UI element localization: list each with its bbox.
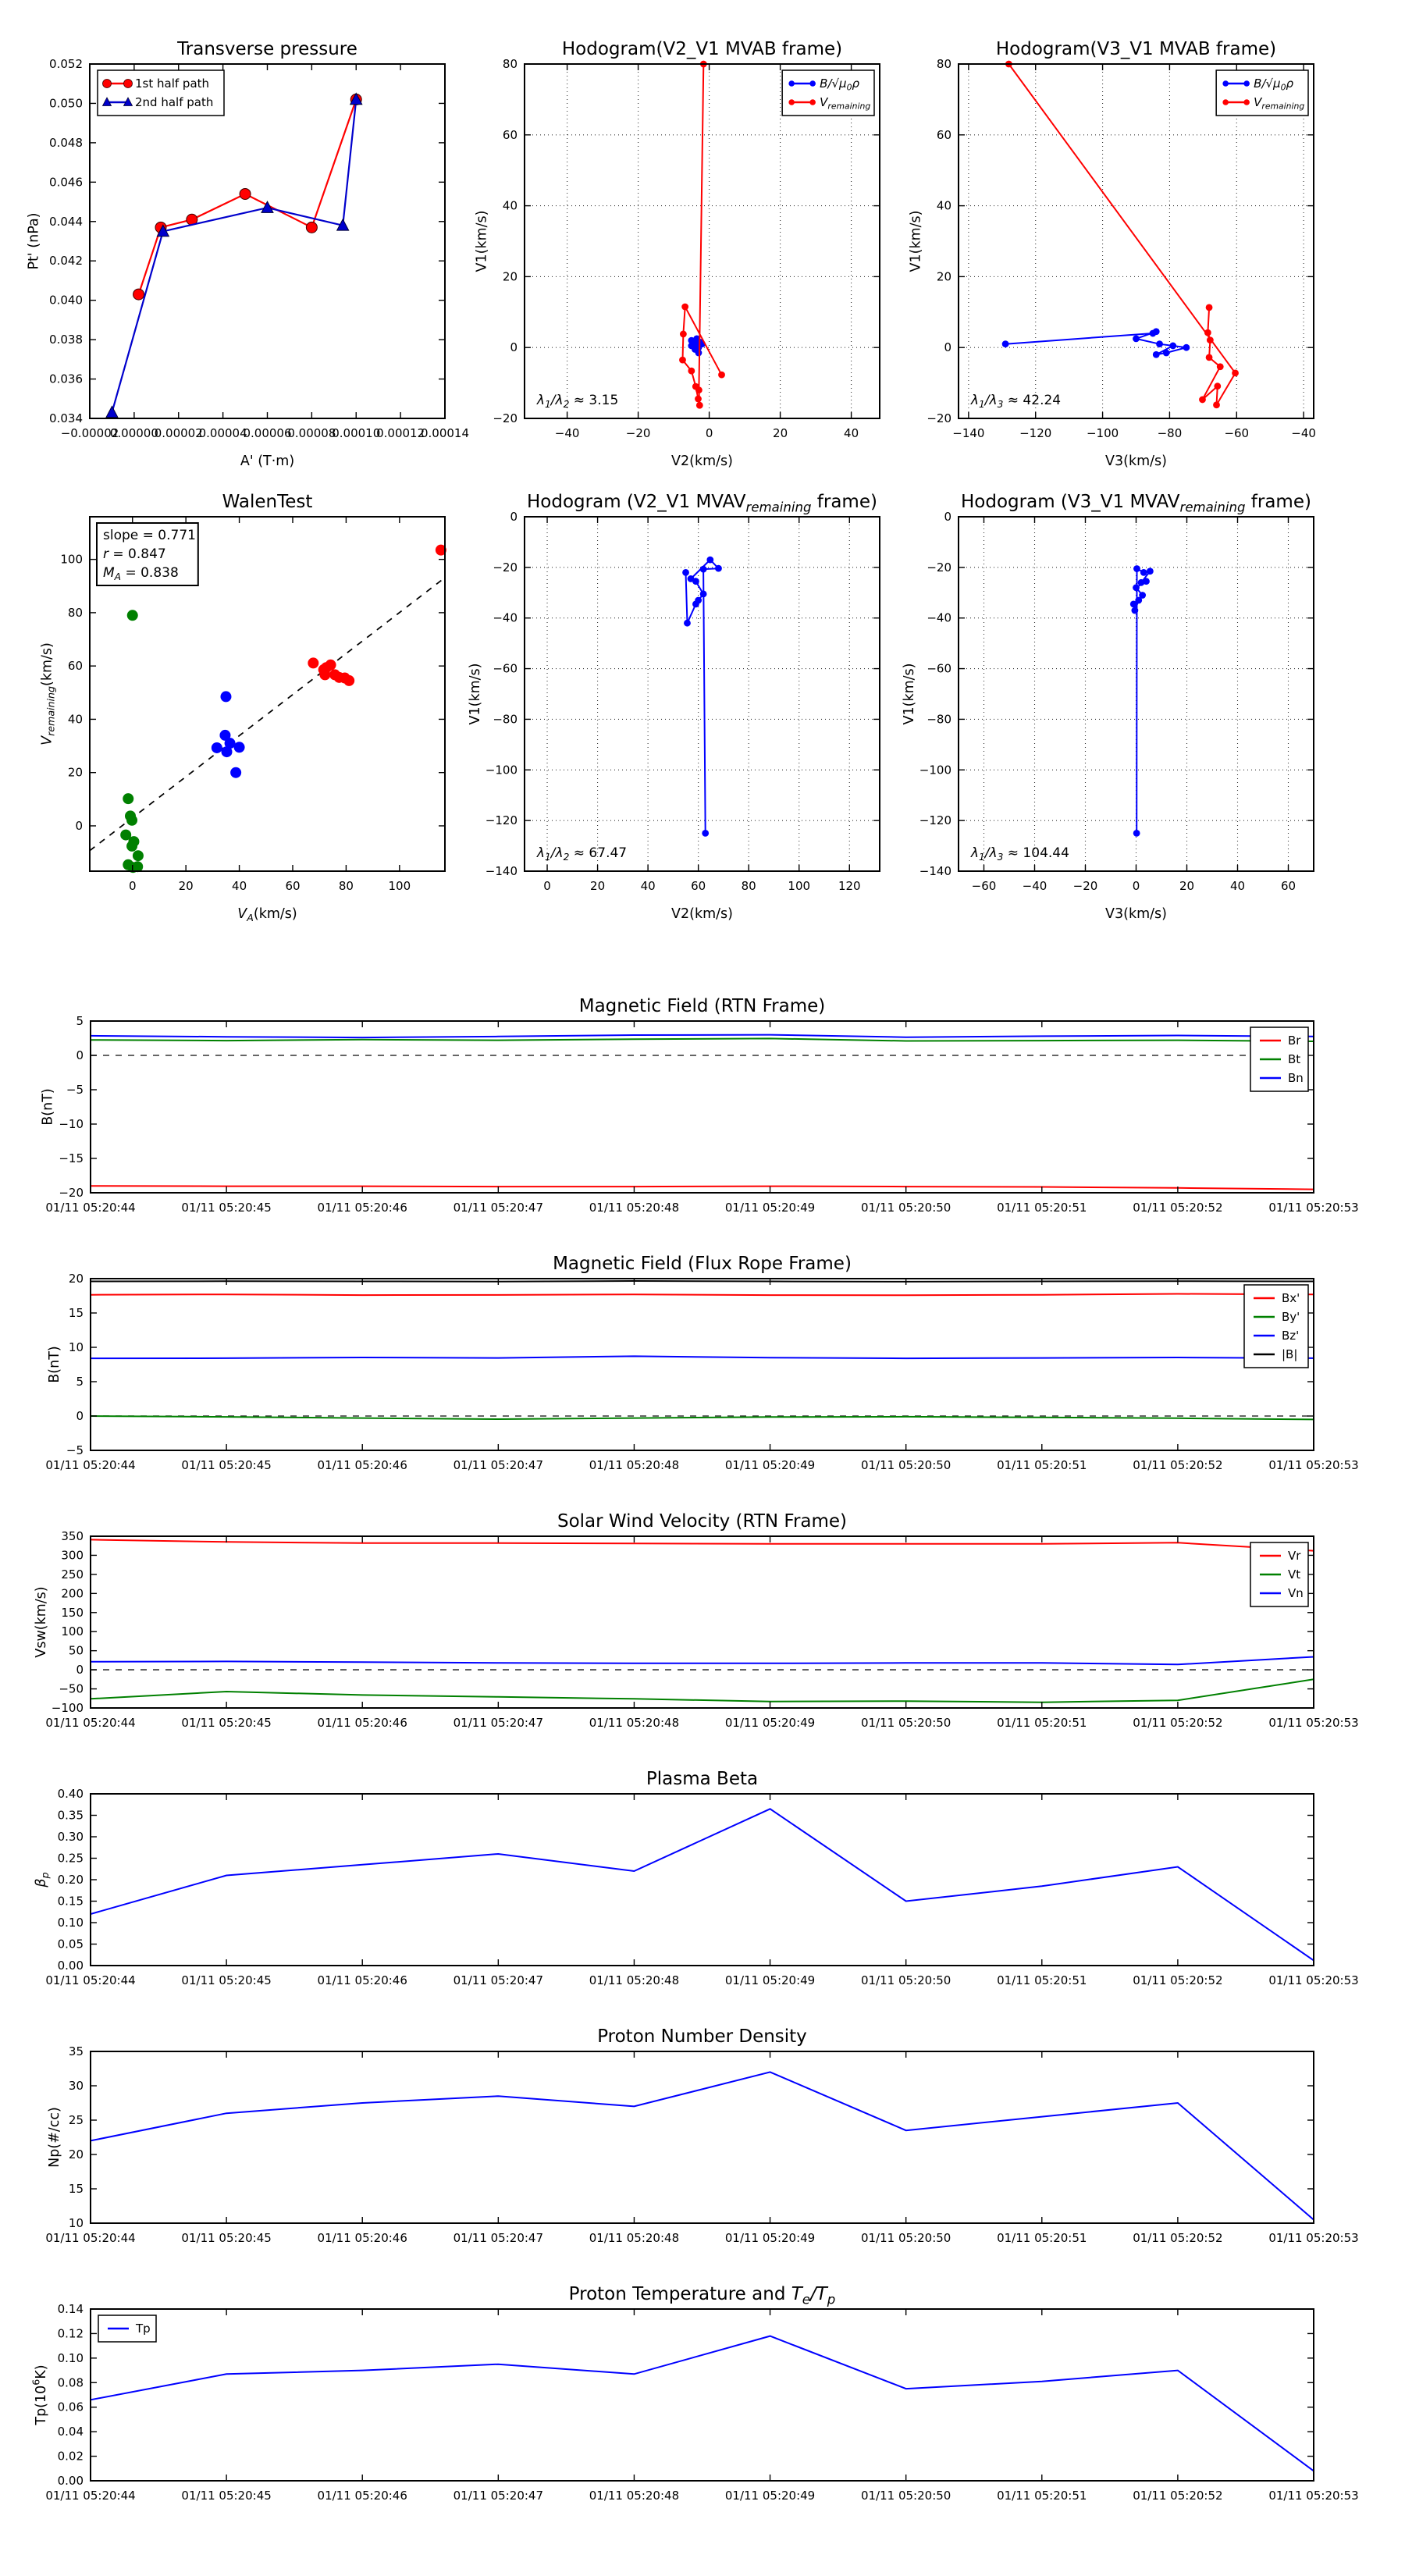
markers-V-hodogram [682,557,722,837]
chart-v [34,1511,1359,1730]
x-tick-label: 01/11 05:20:50 [860,1201,951,1215]
legend [1216,70,1308,116]
stats-line: $M_A = 0.838$ [103,565,179,583]
x-tick-label: 0.00010 [332,426,381,440]
legend-label: Tp [136,2322,151,2336]
x-axis-label: V3(km/s) [1105,906,1167,922]
annotation: $\lambda_1/\lambda_2 \approx 67.47$ [536,845,628,863]
x-axis-label: A' (T·m) [240,454,295,469]
y-tick-label: −120 [919,813,951,828]
x-tick-label: 01/11 05:20:53 [1268,1716,1359,1730]
series-V-remaining [1008,64,1235,405]
stats-line: slope = 0.771 [103,528,196,543]
markers-V-remaining [1005,61,1239,409]
chart-title: Proton Number Density [597,2026,807,2047]
chart-h3 [909,39,1316,469]
chart-title: Transverse pressure [177,39,357,59]
x-tick-label: 100 [788,879,811,893]
chart-np [45,2026,1358,2245]
x-tick-label: 40 [1229,879,1246,893]
legend-label: By' [1282,1310,1300,1324]
y-tick-label: 0.048 [49,135,83,150]
y-tick-label: −140 [485,864,518,878]
x-tick-label: 60 [1280,879,1297,893]
y-axis-label: Np(#/cc) [47,2107,62,2168]
x-tick-label: 20 [590,879,606,893]
y-tick-label: 20 [67,765,83,780]
y-tick-label: 10 [68,2216,84,2230]
x-tick-label: 01/11 05:20:48 [589,1973,680,1987]
annotation: $\lambda_1/\lambda_3 \approx 104.44$ [970,845,1069,863]
x-tick-label: 01/11 05:20:48 [589,1716,680,1730]
y-tick-label: 0.40 [57,1787,84,1801]
y-tick-label: −20 [927,411,951,425]
y-tick-label: 0.00 [57,2474,84,2488]
legend-label: |B| [1282,1347,1298,1361]
markers-2nd-half-path [106,93,362,417]
x-tick-label: 01/11 05:20:52 [1133,2489,1223,2503]
y-tick-label: 40 [67,712,83,727]
y-tick-label: 60 [67,659,83,674]
chart-title: Plasma Beta [646,1769,759,1789]
y-tick-label: 0 [944,510,951,524]
x-tick-label: 01/11 05:20:53 [1268,2231,1359,2245]
axes-box [959,64,1314,418]
x-tick-label: 01/11 05:20:44 [45,1458,136,1472]
x-axis-label: $V_A(km/s)$ [237,906,297,924]
y-tick-label: 0.15 [57,1894,84,1909]
y-tick-label: −20 [493,411,518,425]
y-tick-label: −40 [493,610,518,625]
series-2nd-half-path [112,99,356,412]
x-tick-label: 01/11 05:20:49 [724,1716,816,1730]
x-tick-label: 01/11 05:20:53 [1268,1458,1359,1472]
x-tick-label: −140 [952,426,985,440]
y-tick-label: −15 [59,1151,84,1165]
legend-label: $V_{remaining}$ [820,95,871,112]
legend-label: 1st half path [135,76,210,91]
legend [1250,1027,1308,1091]
y-tick-label: −60 [493,661,518,676]
y-tick-label: −50 [59,1681,84,1696]
x-tick-label: 01/11 05:20:50 [860,1973,951,1987]
legend-label: Br [1288,1034,1301,1048]
x-tick-label: 01/11 05:20:52 [1133,1973,1223,1987]
legend [782,70,874,116]
y-tick-label: 0 [76,1663,84,1678]
chart-title: Proton Temperature and $T_e/T_p$ [568,2284,836,2307]
y-tick-label: 5 [76,1375,84,1389]
x-tick-label: 0.00000 [109,426,158,440]
y-tick-label: 100 [60,552,83,567]
series-Bt [91,1038,1314,1041]
chart-title: Solar Wind Velocity (RTN Frame) [557,1511,848,1532]
y-tick-label: −100 [919,763,951,777]
x-tick-label: 60 [691,879,706,893]
y-axis-label: Vsw(km/s) [34,1586,49,1658]
legend [98,70,224,116]
y-tick-label: 0.050 [49,96,83,111]
x-tick-label: 01/11 05:20:44 [45,2489,136,2503]
chart-b1 [41,996,1359,1215]
y-tick-label: 20 [936,269,951,284]
chart-title: WalenTest [222,492,313,512]
series-fit-line [90,580,443,851]
x-tick-label: 01/11 05:20:53 [1268,2489,1359,2503]
stats-line: r = 0.847 [103,546,166,562]
y-tick-label: −80 [493,712,518,727]
y-tick-label: 0.35 [57,1808,84,1823]
series-beta-p [91,1809,1314,1960]
y-tick-label: −20 [493,560,518,575]
y-tick-label: 350 [61,1529,84,1543]
x-tick-label: 01/11 05:20:49 [724,1201,816,1215]
x-tick-label: 01/11 05:20:47 [453,1716,544,1730]
stats-box [97,523,198,585]
x-tick-label: 01/11 05:20:51 [997,2489,1087,2503]
axes-box [91,1021,1314,1193]
y-tick-label: −60 [927,661,951,676]
x-tick-label: −40 [554,426,580,440]
y-tick-label: 20 [68,1272,84,1286]
x-tick-label: 0.00002 [154,426,203,440]
axes-box [91,2051,1314,2223]
x-tick-label: 01/11 05:20:45 [181,1201,272,1215]
x-tick-label: 01/11 05:20:50 [860,1716,951,1730]
x-tick-label: 100 [388,879,411,893]
y-tick-label: −10 [59,1117,84,1131]
chart-title: Magnetic Field (RTN Frame) [578,996,826,1016]
x-tick-label: 01/11 05:20:46 [317,2489,407,2503]
x-tick-label: −20 [625,426,651,440]
legend-label: 2nd half path [135,95,214,109]
y-tick-label: 0.30 [57,1830,84,1844]
x-tick-label: 01/11 05:20:47 [453,2231,544,2245]
y-tick-label: 5 [76,1014,84,1028]
annotation: $\lambda_1/\lambda_3 \approx 42.24$ [970,393,1062,411]
x-tick-label: 120 [838,879,861,893]
x-tick-label: 40 [640,879,656,893]
series-Vt [91,1679,1314,1702]
y-tick-label: 25 [68,2113,84,2127]
y-tick-label: −100 [485,763,518,777]
y-tick-label: 0.14 [57,2302,84,2316]
x-tick-label: 20 [773,426,788,440]
series-Vr [91,1539,1314,1550]
x-tick-label: 01/11 05:20:44 [45,1201,136,1215]
markers-1st-half-path [133,94,362,300]
chart-title: Magnetic Field (Flux Rope Frame) [553,1254,852,1274]
axes-box [91,1279,1314,1450]
x-tick-label: 01/11 05:20:49 [724,2231,816,2245]
x-tick-label: 01/11 05:20:48 [589,2231,680,2245]
x-tick-label: 80 [338,879,354,893]
x-tick-label: 0.00006 [243,426,292,440]
y-tick-label: 0 [510,510,518,524]
y-tick-label: 0.040 [49,293,83,308]
chart-wt [40,492,446,923]
series-Bx-prime [91,1294,1314,1296]
y-axis-label: $Tp(10^6K)$ [30,2364,49,2425]
y-tick-label: 150 [61,1605,84,1620]
y-tick-label: 0.06 [57,2400,84,2414]
x-tick-label: 0.00014 [420,426,470,440]
x-tick-label: 0.00004 [198,426,247,440]
y-tick-label: 60 [502,127,518,142]
x-tick-label: 01/11 05:20:50 [860,2231,951,2245]
y-tick-label: −5 [66,1083,84,1097]
x-tick-label: 01/11 05:20:51 [997,1201,1087,1215]
y-tick-label: 80 [67,605,83,620]
y-axis-label: V1(km/s) [468,663,483,725]
legend-label: Vr [1288,1549,1301,1563]
x-tick-label: −60 [971,879,997,893]
x-tick-label: 01/11 05:20:48 [589,1201,680,1215]
x-tick-label: 20 [178,879,194,893]
markers-scatter-green [120,610,144,873]
annotation: $\lambda_1/\lambda_2 \approx 3.15$ [536,393,619,411]
y-tick-label: 0.08 [57,2375,84,2390]
y-tick-label: 0 [510,340,518,355]
x-tick-label: 0 [705,426,713,440]
legend-label: Vt [1288,1567,1301,1582]
x-axis-label: V3(km/s) [1105,454,1167,469]
y-axis-label: $V_{remaining}(km/s)$ [39,642,57,745]
y-tick-label: 0.036 [49,372,83,386]
series-V-remaining [683,64,722,405]
series-Br [91,1186,1314,1189]
x-tick-label: 01/11 05:20:52 [1133,1201,1223,1215]
x-tick-label: 01/11 05:20:50 [860,1458,951,1472]
y-axis-label: V1(km/s) [902,663,917,725]
chart-title: Hodogram (V2_V1 $MVAV_{remaining}$ frame) [527,492,877,515]
x-tick-label: 01/11 05:20:45 [181,1973,272,1987]
y-tick-label: 0.046 [49,175,83,190]
series-Tp [91,2336,1314,2471]
y-tick-label: 20 [68,2147,84,2161]
x-tick-label: 40 [844,426,859,440]
y-tick-label: 0 [944,340,951,355]
x-tick-label: 01/11 05:20:52 [1133,1458,1223,1472]
x-tick-label: 01/11 05:20:51 [997,1458,1087,1472]
y-axis-label: $\beta_p$ [34,1872,52,1888]
legend [1244,1285,1308,1368]
y-tick-label: 20 [502,269,518,284]
x-tick-label: 01/11 05:20:47 [453,1458,544,1472]
y-tick-label: −20 [927,560,951,575]
y-tick-label: 0.10 [57,2350,84,2365]
legend-label: $B/√\mu_0\rho$ [820,76,860,93]
x-tick-label: 60 [285,879,301,893]
x-tick-label: 01/11 05:20:46 [317,2231,407,2245]
x-tick-label: 01/11 05:20:46 [317,1201,407,1215]
x-tick-label: 20 [1179,879,1195,893]
x-tick-label: 01/11 05:20:45 [181,1716,272,1730]
y-tick-label: 60 [936,127,951,142]
x-tick-label: 01/11 05:20:45 [181,1458,272,1472]
chart-beta [34,1769,1359,1987]
series-Np [91,2072,1314,2219]
y-tick-label: 15 [68,1306,84,1320]
legend-label: Bz' [1282,1329,1300,1343]
legend [1250,1542,1308,1606]
x-tick-label: 01/11 05:20:52 [1133,2231,1223,2245]
x-tick-label: 80 [741,879,756,893]
chart-h5 [468,492,880,922]
series-B-mag [91,1281,1314,1282]
axes-box [90,64,445,418]
y-tick-label: 0.044 [49,214,83,229]
legend [98,2315,156,2342]
y-tick-label: 0.042 [49,254,83,269]
x-tick-label: −40 [1291,426,1316,440]
x-tick-label: 01/11 05:20:52 [1133,1716,1223,1730]
chart-t [30,2284,1359,2503]
x-tick-label: 0.00012 [376,426,425,440]
x-axis-label: V2(km/s) [671,454,733,469]
x-tick-label: 01/11 05:20:51 [997,2231,1087,2245]
series-V-hodogram [686,560,719,833]
y-tick-label: −100 [51,1701,84,1715]
x-tick-label: 01/11 05:20:44 [45,1716,136,1730]
y-axis-label: Pt' (nPa) [26,212,42,270]
y-tick-label: 40 [936,198,951,213]
y-tick-label: 50 [68,1643,84,1658]
y-axis-label: B(nT) [40,1088,56,1126]
x-tick-label: 0 [128,879,137,893]
axes-box [91,1536,1314,1708]
x-tick-label: 0.00008 [287,426,336,440]
y-tick-label: 200 [61,1586,84,1601]
x-tick-label: 01/11 05:20:44 [45,2231,136,2245]
x-tick-label: 01/11 05:20:49 [724,2489,816,2503]
legend-label: Bn [1288,1071,1304,1085]
y-axis-label: V1(km/s) [908,210,924,272]
y-tick-label: 0.00 [57,1959,84,1973]
chart-title: Hodogram(V3_V1 MVAB frame) [995,39,1277,59]
chart-title: Hodogram(V2_V1 MVAB frame) [561,39,843,59]
y-tick-label: 0 [76,1409,84,1423]
x-tick-label: 01/11 05:20:53 [1268,1973,1359,1987]
legend-label: Vn [1288,1586,1304,1600]
y-axis-label: V1(km/s) [474,210,490,272]
x-tick-label: 01/11 05:20:53 [1268,1201,1359,1215]
x-tick-label: −60 [1224,426,1250,440]
y-tick-label: 35 [68,2044,84,2058]
y-tick-label: −120 [485,813,518,828]
x-tick-label: −0.00002 [60,426,119,440]
x-tick-label: 01/11 05:20:49 [724,1458,816,1472]
x-tick-label: 0 [543,879,551,893]
x-tick-label: 01/11 05:20:48 [589,2489,680,2503]
x-tick-label: 01/11 05:20:46 [317,1716,407,1730]
x-tick-label: 01/11 05:20:47 [453,1973,544,1987]
y-tick-label: 80 [502,57,518,71]
x-axis-label: V2(km/s) [671,906,733,922]
y-tick-label: 40 [502,198,518,213]
y-tick-label: 0.038 [49,333,83,347]
x-tick-label: 01/11 05:20:50 [860,2489,951,2503]
x-tick-label: 0 [1132,879,1140,893]
x-tick-label: 01/11 05:20:51 [997,1973,1087,1987]
y-tick-label: 0 [76,1048,84,1062]
series-Bn [91,1035,1314,1038]
x-tick-label: −100 [1086,426,1119,440]
y-tick-label: 0.20 [57,1873,84,1887]
series-Vn [91,1657,1314,1665]
y-tick-label: −5 [66,1443,84,1457]
x-tick-label: 01/11 05:20:45 [181,2231,272,2245]
y-tick-label: −140 [919,864,951,878]
y-tick-label: 80 [936,57,951,71]
axes-box [91,2309,1314,2481]
y-tick-label: −80 [927,712,951,727]
y-tick-label: 0.25 [57,1851,84,1866]
y-tick-label: 0.02 [57,2449,84,2464]
y-tick-label: 30 [68,2079,84,2093]
y-tick-label: 0.05 [57,1937,84,1952]
x-tick-label: −120 [1019,426,1052,440]
x-tick-label: 01/11 05:20:45 [181,2489,272,2503]
x-tick-label: 01/11 05:20:48 [589,1458,680,1472]
chart-title: Hodogram (V3_V1 $MVAV_{remaining}$ frame) [961,492,1311,515]
x-tick-label: 01/11 05:20:46 [317,1973,407,1987]
y-tick-label: 300 [61,1548,84,1563]
chart-tp [27,39,470,469]
x-tick-label: 01/11 05:20:44 [45,1973,136,1987]
x-tick-label: 01/11 05:20:51 [997,1716,1087,1730]
y-tick-label: 0.10 [57,1916,84,1930]
y-tick-label: 10 [68,1340,84,1354]
x-tick-label: −40 [1022,879,1048,893]
series-Bz-prime [91,1356,1314,1358]
y-tick-label: 0.12 [57,2326,84,2341]
x-tick-label: −20 [1072,879,1098,893]
y-tick-label: 100 [61,1624,84,1639]
x-tick-label: 01/11 05:20:47 [453,2489,544,2503]
y-tick-label: 0.052 [49,57,83,71]
y-tick-label: −20 [59,1186,84,1200]
markers-V-hodogram [1130,565,1154,837]
y-tick-label: 250 [61,1567,84,1582]
y-axis-label: B(nT) [47,1346,62,1383]
chart-h2 [475,39,880,469]
legend-label: $B/√\mu_0\rho$ [1254,76,1294,93]
y-tick-label: 15 [68,2182,84,2196]
axes-box [91,1794,1314,1966]
legend-label: Bt [1288,1052,1301,1066]
y-tick-label: −40 [927,610,951,625]
x-tick-label: −80 [1157,426,1183,440]
y-tick-label: 0 [75,818,83,833]
x-tick-label: 01/11 05:20:49 [724,1973,816,1987]
y-tick-label: 0.034 [49,411,83,425]
chart-b2 [45,1254,1358,1472]
markers-scatter-red [308,545,446,686]
legend-label: Bx' [1282,1291,1300,1305]
x-tick-label: 01/11 05:20:47 [453,1201,544,1215]
x-tick-label: 01/11 05:20:46 [317,1458,407,1472]
chart-h6 [902,492,1314,922]
y-tick-label: 0.04 [57,2425,84,2439]
x-tick-label: 40 [232,879,247,893]
legend-label: $V_{remaining}$ [1254,95,1305,112]
